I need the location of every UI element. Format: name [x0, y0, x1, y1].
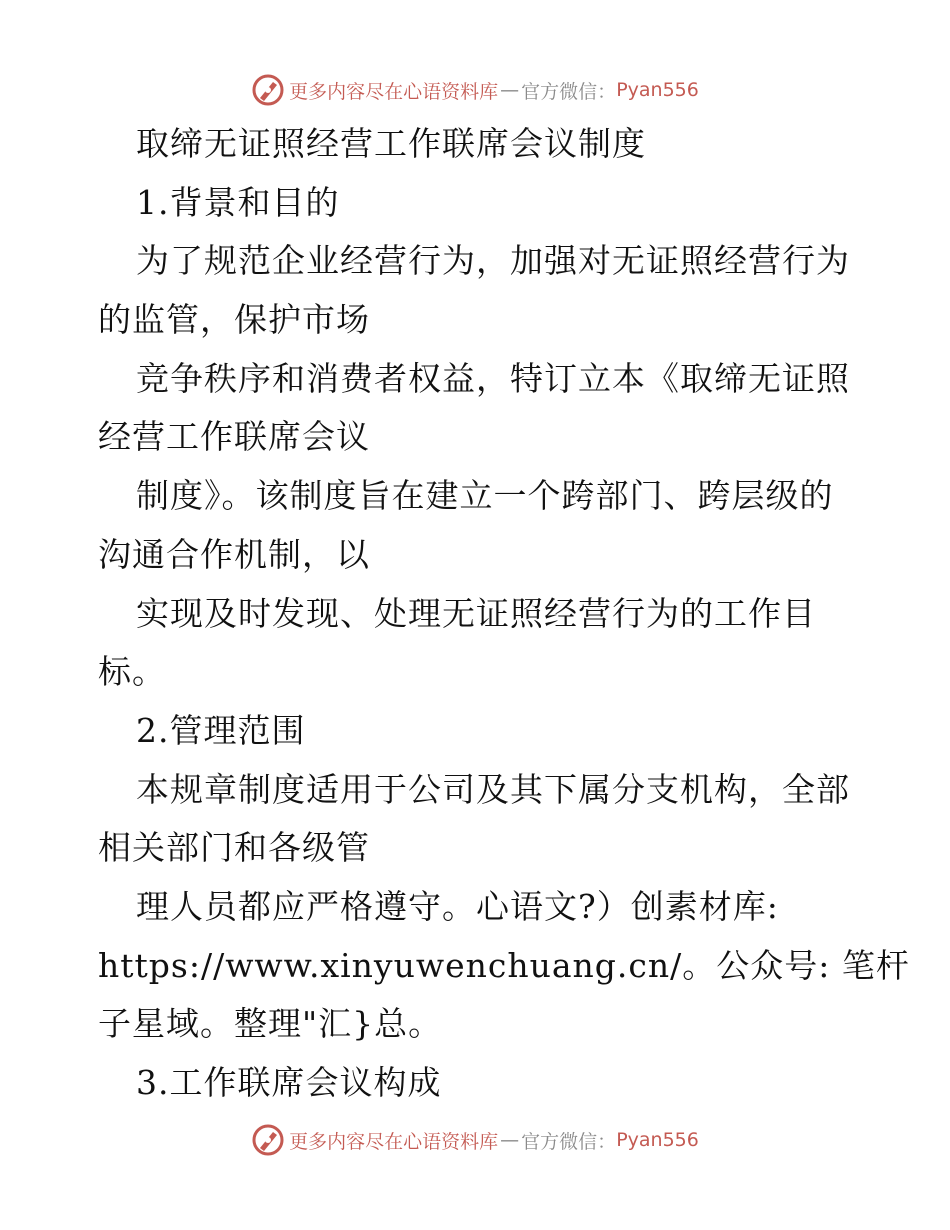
watermark-brand-text: 更多内容尽在心语资料库	[289, 80, 499, 103]
header-watermark	[0, 70, 950, 110]
watermark-wechat-id: Pyan556	[616, 79, 699, 101]
document-body	[98, 115, 910, 1113]
paragraph-line: 的监管，保护市场	[98, 300, 370, 340]
document-title: 取缔无证照经营工作联席会议制度	[136, 124, 646, 163]
paragraph-line: 实现及时发现、处理无证照经营行为的工作目	[136, 593, 816, 633]
paragraph-line: 沟通合作机制，以	[98, 534, 370, 574]
watermark-official-label: 官方微信：	[521, 1130, 617, 1153]
paragraph-line-url: https://www.xinyuwenchuang.cn/。公众号: 笔杆	[98, 945, 910, 985]
watermark-separator: —	[500, 1129, 520, 1151]
paragraph-line: 制度》。该制度旨在建立一个跨部门、跨层级的	[136, 476, 834, 516]
paragraph-line: 标。	[98, 652, 166, 692]
paragraph-line: 理人员都应严格遵守。心语文?）创素材库:	[136, 886, 779, 926]
section-heading-2: 2.管理范围	[136, 710, 306, 750]
paragraph-line: 为了规范企业经营行为，加强对无证照经营行为	[136, 241, 850, 281]
paragraph-line: 相关部门和各级管	[98, 828, 370, 868]
watermark-separator: —	[500, 79, 520, 101]
paragraph-line: 竞争秩序和消费者权益，特订立本《取缔无证照	[136, 358, 850, 398]
paragraph-line: 经营工作联席会议	[98, 417, 370, 457]
pen-logo-icon	[251, 73, 285, 107]
watermark-brand-text: 更多内容尽在心语资料库	[289, 1130, 499, 1153]
paragraph-line: 子星域。整理"汇}总。	[98, 1004, 443, 1044]
section-heading-1: 1.背景和目的	[136, 182, 340, 222]
section-heading-3: 3.工作联席会议构成	[136, 1063, 442, 1102]
watermark-wechat-id: Pyan556	[616, 1129, 699, 1151]
pen-logo-icon	[251, 1123, 285, 1157]
watermark-official-label: 官方微信：	[521, 80, 617, 103]
footer-watermark	[0, 1120, 950, 1160]
paragraph-line: 本规章制度适用于公司及其下属分支机构，全部	[136, 769, 850, 809]
